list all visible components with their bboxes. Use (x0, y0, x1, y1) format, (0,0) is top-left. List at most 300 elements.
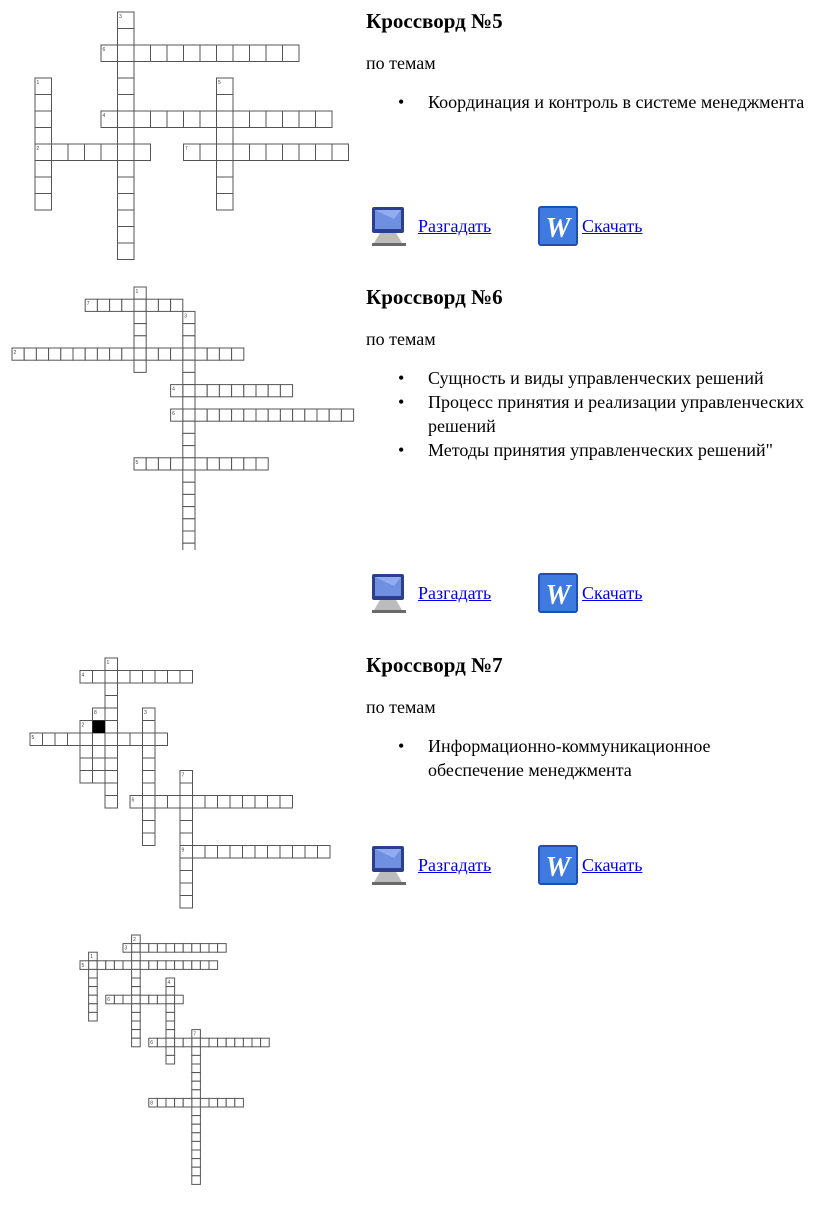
grid-cell (35, 128, 52, 145)
cell-number: 2 (81, 722, 85, 729)
grid-cell (192, 1141, 201, 1150)
solve-label: Разгадать (418, 215, 492, 236)
grid-cell (218, 1098, 227, 1107)
grid-cell (143, 796, 156, 809)
grid-cell (118, 62, 135, 79)
grid-cell (122, 348, 134, 360)
grid-cell (219, 385, 231, 397)
grid-cell (43, 733, 56, 746)
grid-cell (171, 458, 183, 470)
grid-cell (207, 385, 219, 397)
grid-cell (132, 944, 141, 953)
grid-cell (219, 348, 231, 360)
grid-cell (166, 987, 175, 996)
grid-cell (180, 671, 193, 684)
grid-cell (266, 45, 283, 62)
grid-cell (230, 796, 243, 809)
grid-cell (207, 348, 219, 360)
grid-cell (183, 421, 195, 433)
grid-cell (122, 299, 134, 311)
grid-cell (244, 385, 256, 397)
grid-cell (183, 543, 195, 550)
grid-cell (157, 995, 166, 1004)
crossword-entry-7 (366, 652, 806, 902)
grid-cell (155, 671, 168, 684)
solve-label: Разгадать (418, 582, 492, 603)
grid-cell (195, 348, 207, 360)
download-link[interactable] (536, 570, 642, 616)
grid-cell (235, 1038, 244, 1047)
grid-cell (195, 385, 207, 397)
grid-cell (180, 821, 193, 834)
grid-cell (166, 1004, 175, 1013)
grid-cell (183, 494, 195, 506)
grid-cell (143, 808, 156, 821)
cell-number: 6 (102, 47, 106, 53)
grid-cell (143, 821, 156, 834)
grid-cell (105, 671, 118, 684)
grid-cell (233, 111, 250, 128)
grid-cell (158, 458, 170, 470)
grid-cell (235, 1098, 244, 1107)
grid-cell (293, 846, 306, 859)
grid-cell (132, 1012, 141, 1021)
grid-cell (143, 771, 156, 784)
grid-cell (261, 1038, 270, 1047)
grid-cell (219, 409, 231, 421)
grid-cell (256, 409, 268, 421)
grid-cell (35, 95, 52, 112)
grid-cell (149, 961, 158, 970)
grid-cell (192, 1038, 201, 1047)
grid-cell (332, 144, 349, 161)
grid-cell (193, 846, 206, 859)
grid-cell (218, 944, 227, 953)
cell-number: 5 (31, 735, 35, 741)
grid-cell (93, 771, 106, 784)
cell-number: 7 (86, 301, 90, 308)
cell-number: 1 (36, 80, 40, 86)
grid-cell (218, 796, 231, 809)
grid-cell (183, 470, 195, 482)
grid-cell (175, 1098, 184, 1107)
grid-cell (305, 409, 317, 421)
grid-cell (192, 1090, 201, 1099)
entry-title: Кроссворд №5 (366, 9, 503, 33)
topics-label: по темам (366, 329, 436, 349)
grid-cell (200, 144, 217, 161)
grid-cell (266, 144, 283, 161)
svg-text:W: W (545, 213, 571, 244)
crossword-5-image (0, 10, 360, 270)
grid-cell (132, 1021, 141, 1030)
topic-item: • Методы принятия управленческих решений" (428, 438, 806, 462)
grid-cell (89, 1004, 98, 1013)
grid-cell (149, 995, 158, 1004)
topic-item: • Координация и контроль в системе менеджмента (428, 90, 806, 114)
grid-cell (143, 733, 156, 746)
grid-cell (233, 45, 250, 62)
grid-cell (134, 299, 146, 311)
word-document-icon (536, 203, 582, 249)
grid-cell (192, 961, 201, 970)
grid-cell (255, 846, 268, 859)
grid-cell (68, 144, 85, 161)
cell-number: 1 (106, 660, 110, 666)
topics-list (366, 366, 806, 462)
grid-cell (93, 671, 106, 684)
grid-cell (118, 78, 135, 95)
cell-number: 2 (13, 350, 17, 356)
cell-number: 6 (150, 1040, 154, 1047)
grid-cell (183, 360, 195, 372)
cell-number: 2 (36, 146, 40, 152)
grid-cell (105, 796, 118, 809)
grid-cell (217, 128, 234, 145)
cell-number: 4 (102, 113, 106, 119)
grid-cell (283, 144, 300, 161)
grid-cell (93, 758, 106, 771)
topic-item: • Сущность и виды управленческих решений (428, 366, 806, 390)
topics-list (366, 90, 806, 114)
download-link[interactable] (536, 842, 642, 888)
grid-cell (183, 433, 195, 445)
grid-cell (101, 144, 118, 161)
crossword-entry-5 (366, 8, 806, 258)
grid-cell (217, 45, 234, 62)
grid-cell (318, 846, 331, 859)
grid-cell (167, 111, 184, 128)
grid-cell (232, 458, 244, 470)
grid-cell (118, 144, 135, 161)
grid-cell (85, 348, 97, 360)
grid-cell (183, 348, 195, 360)
grid-cell (166, 944, 175, 953)
crossword-6-grid (0, 280, 360, 550)
download-label: Скачать (582, 854, 643, 875)
cell-number: 5 (218, 80, 221, 86)
grid-cell (180, 871, 193, 884)
cell-number: 8 (94, 710, 97, 716)
grid-cell (143, 746, 156, 759)
grid-cell (166, 1098, 175, 1107)
grid-cell (166, 1030, 175, 1039)
grid-cell (168, 796, 181, 809)
grid-cell (217, 177, 234, 194)
grid-cell (183, 482, 195, 494)
entry-title: Кроссворд №6 (366, 285, 503, 309)
black-cell (93, 721, 106, 734)
grid-cell (280, 409, 292, 421)
grid-cell (118, 95, 135, 112)
crossword-7-image (0, 655, 360, 915)
grid-cell (167, 45, 184, 62)
cell-number: 6 (131, 797, 135, 804)
grid-cell (183, 961, 192, 970)
crossword-7-grid (0, 655, 360, 915)
grid-cell (232, 348, 244, 360)
cell-number: 3 (124, 945, 128, 952)
grid-cell (143, 721, 156, 734)
cell-number: 3 (184, 313, 188, 320)
grid-cell (89, 1012, 98, 1021)
grid-cell (118, 111, 135, 128)
grid-cell (132, 969, 141, 978)
grid-cell (110, 299, 122, 311)
grid-cell (183, 336, 195, 348)
grid-cell (280, 796, 293, 809)
grid-cell (118, 194, 135, 211)
topics-label: по темам (366, 53, 436, 73)
grid-cell (317, 409, 329, 421)
grid-cell (266, 111, 283, 128)
grid-cell (192, 1159, 201, 1168)
grid-cell (218, 846, 231, 859)
grid-cell (233, 144, 250, 161)
grid-cell (217, 95, 234, 112)
grid-cell (105, 783, 118, 796)
grid-cell (268, 409, 280, 421)
grid-cell (192, 1167, 201, 1176)
grid-cell (134, 348, 146, 360)
topics-list (366, 734, 806, 782)
grid-cell (184, 45, 201, 62)
grid-cell (283, 45, 300, 62)
grid-cell (130, 733, 143, 746)
grid-cell (183, 446, 195, 458)
download-link[interactable] (536, 203, 642, 249)
grid-cell (207, 458, 219, 470)
grid-cell (35, 161, 52, 178)
grid-cell (49, 348, 61, 360)
grid-cell (134, 311, 146, 323)
grid-cell (217, 161, 234, 178)
solve-link[interactable] (366, 842, 491, 888)
grid-cell (243, 796, 256, 809)
grid-cell (85, 144, 102, 161)
grid-cell (157, 1098, 166, 1107)
solve-link[interactable] (366, 203, 491, 249)
solve-label: Разгадать (418, 854, 492, 875)
grid-cell (132, 1038, 141, 1047)
grid-cell (183, 519, 195, 531)
grid-cell (226, 1098, 235, 1107)
grid-cell (183, 458, 195, 470)
grid-cell (192, 1098, 201, 1107)
grid-cell (205, 846, 218, 859)
grid-cell (118, 128, 135, 145)
grid-cell (140, 995, 149, 1004)
grid-cell (166, 1038, 175, 1047)
grid-cell (230, 846, 243, 859)
grid-cell (158, 299, 170, 311)
cell-number: 4 (81, 672, 85, 679)
cell-number: 6 (172, 411, 175, 417)
grid-cell (132, 1004, 141, 1013)
topics-label: по темам (366, 697, 436, 717)
grid-cell (118, 161, 135, 178)
grid-cell (89, 961, 98, 970)
grid-cell (118, 210, 135, 227)
grid-cell (132, 1030, 141, 1039)
grid-cell (226, 1038, 235, 1047)
grid-cell (200, 961, 209, 970)
grid-cell (180, 796, 193, 809)
grid-cell (243, 846, 256, 859)
grid-cell (175, 995, 184, 1004)
grid-cell (280, 846, 293, 859)
cell-number: 1 (90, 954, 93, 961)
grid-cell (205, 796, 218, 809)
grid-cell (192, 1064, 201, 1073)
cell-number: 7 (193, 1031, 197, 1038)
cell-number: 5 (135, 459, 139, 466)
grid-cell (118, 243, 135, 260)
cell-number: 3 (144, 710, 147, 716)
grid-cell (151, 45, 168, 62)
grid-cell (183, 372, 195, 384)
grid-cell (123, 961, 132, 970)
grid-cell (80, 771, 93, 784)
grid-cell (146, 299, 158, 311)
cell-number: 7 (181, 772, 185, 779)
grid-cell (105, 758, 118, 771)
grid-cell (171, 348, 183, 360)
crossword-8-image (0, 925, 360, 1185)
grid-cell (134, 360, 146, 372)
grid-cell (89, 995, 98, 1004)
grid-cell (157, 961, 166, 970)
grid-cell (35, 194, 52, 211)
cell-number: 1 (135, 289, 139, 295)
grid-cell (146, 458, 158, 470)
grid-cell (268, 385, 280, 397)
grid-cell (268, 846, 281, 859)
grid-cell (93, 733, 106, 746)
grid-cell (192, 1047, 201, 1056)
grid-cell (118, 671, 131, 684)
grid-cell (243, 1038, 252, 1047)
grid-cell (73, 348, 85, 360)
grid-cell (183, 385, 195, 397)
topic-item: • Процесс принятия и реализации управленческих решений (428, 390, 806, 438)
grid-cell (280, 385, 292, 397)
grid-cell (97, 961, 106, 970)
crossword-5-grid (0, 10, 360, 270)
monitor-icon (366, 842, 412, 888)
grid-cell (134, 45, 151, 62)
cell-number: 5 (81, 962, 85, 969)
grid-cell (183, 944, 192, 953)
grid-cell (255, 796, 268, 809)
grid-cell (183, 531, 195, 543)
grid-cell (192, 1107, 201, 1116)
grid-cell (341, 409, 353, 421)
grid-cell (219, 458, 231, 470)
grid-cell (24, 348, 36, 360)
grid-cell (171, 299, 183, 311)
grid-cell (35, 177, 52, 194)
grid-cell (175, 944, 184, 953)
entry-actions (366, 203, 806, 249)
grid-cell (180, 833, 193, 846)
grid-cell (209, 1098, 218, 1107)
grid-cell (192, 1081, 201, 1090)
grid-cell (232, 385, 244, 397)
grid-cell (118, 29, 135, 46)
grid-cell (250, 45, 267, 62)
grid-cell (114, 995, 123, 1004)
grid-cell (143, 783, 156, 796)
grid-cell (252, 1038, 261, 1047)
grid-cell (217, 111, 234, 128)
grid-cell (192, 1116, 201, 1125)
grid-cell (157, 1038, 166, 1047)
grid-cell (89, 987, 98, 996)
grid-cell (250, 144, 267, 161)
grid-cell (244, 409, 256, 421)
grid-cell (149, 944, 158, 953)
crossword-entry-6 (366, 284, 806, 624)
grid-cell (61, 348, 73, 360)
grid-cell (151, 111, 168, 128)
grid-cell (132, 987, 141, 996)
grid-cell (316, 144, 333, 161)
grid-cell (192, 1124, 201, 1133)
cell-number: 4 (167, 980, 171, 986)
grid-cell (143, 758, 156, 771)
grid-cell (166, 1012, 175, 1021)
grid-cell (134, 144, 151, 161)
grid-cell (209, 1038, 218, 1047)
grid-cell (192, 1176, 201, 1185)
grid-cell (155, 733, 168, 746)
grid-cell (183, 507, 195, 519)
grid-cell (299, 144, 316, 161)
grid-cell (192, 1055, 201, 1064)
grid-cell (192, 944, 201, 953)
grid-cell (180, 883, 193, 896)
grid-cell (218, 1038, 227, 1047)
grid-cell (114, 961, 123, 970)
grid-cell (183, 324, 195, 336)
grid-cell (105, 746, 118, 759)
grid-cell (134, 324, 146, 336)
grid-cell (180, 783, 193, 796)
word-document-icon (536, 570, 582, 616)
grid-cell (105, 733, 118, 746)
grid-cell (200, 944, 209, 953)
grid-cell (105, 696, 118, 709)
grid-cell (180, 896, 193, 909)
word-document-icon (536, 842, 582, 888)
grid-cell (97, 348, 109, 360)
cell-number: 7 (185, 146, 188, 152)
cell-number: 6 (107, 997, 111, 1004)
grid-cell (166, 1055, 175, 1064)
svg-text:W: W (545, 580, 571, 611)
monitor-icon (366, 203, 412, 249)
grid-cell (134, 336, 146, 348)
grid-cell (209, 961, 218, 970)
grid-cell (232, 409, 244, 421)
grid-cell (244, 458, 256, 470)
grid-cell (256, 458, 268, 470)
solve-link[interactable] (366, 570, 491, 616)
grid-cell (184, 111, 201, 128)
grid-cell (140, 944, 149, 953)
grid-cell (155, 796, 168, 809)
